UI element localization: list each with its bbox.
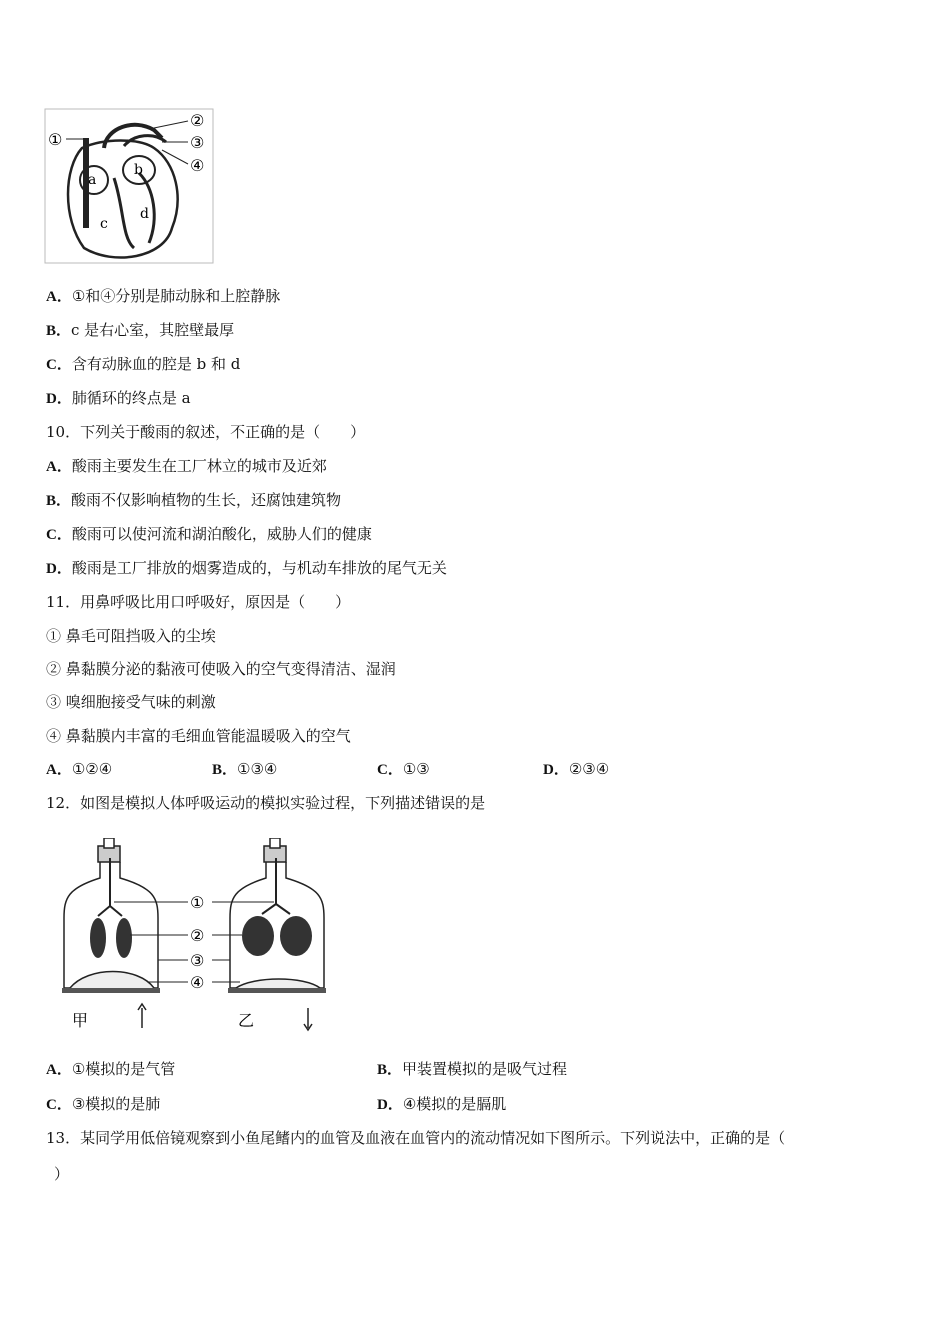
heart-label-1: ① [48, 130, 63, 149]
q11-statement-3: ③ 嗅细胞接受气味的刺激 [46, 693, 216, 711]
q11-option-c[interactable]: C．①③ [377, 760, 430, 778]
chamber-d: d [140, 206, 149, 222]
model-label-1: ① [190, 893, 205, 912]
heart-label-2: ② [190, 111, 205, 130]
q9-option-c[interactable]: C．含有动脉血的腔是 b 和 d [46, 355, 241, 373]
q9-option-a[interactable]: A．①和④分别是肺动脉和上腔静脉 [46, 287, 281, 305]
q12-option-c[interactable]: C．③模拟的是肺 [46, 1095, 161, 1113]
heart-label-3: ③ [190, 133, 205, 152]
q12-option-a[interactable]: A．①模拟的是气管 [46, 1060, 176, 1078]
heart-diagram [44, 108, 216, 266]
q13-stem-line1: 13．某同学用低倍镜观察到小鱼尾鳍内的血管及血液在血管内的流动情况如下图所示。下列说法中，正确的是（ [46, 1129, 786, 1147]
jar-right-label: 乙 [238, 1011, 255, 1030]
q11-option-a[interactable]: A．①②④ [46, 760, 113, 778]
q11-statement-2: ② 鼻黏膜分泌的黏液可使吸入的空气变得清洁、湿润 [46, 660, 396, 678]
q10-option-a[interactable]: A．酸雨主要发生在工厂林立的城市及近郊 [46, 457, 327, 475]
q10-option-c[interactable]: C．酸雨可以使河流和湖泊酸化，威胁人们的健康 [46, 525, 372, 543]
q10-option-b[interactable]: B．酸雨不仅影响植物的生长，还腐蚀建筑物 [46, 491, 342, 509]
chamber-a: a [88, 172, 97, 188]
q12-stem: 12．如图是模拟人体呼吸运动的模拟实验过程，下列描述错误的是 [46, 794, 486, 812]
q12-option-b[interactable]: B．甲装置模拟的是吸气过程 [377, 1060, 568, 1078]
q10-stem: 10．下列关于酸雨的叙述，不正确的是（ ） [46, 423, 366, 441]
q11-statement-4: ④ 鼻黏膜内丰富的毛细血管能温暖吸入的空气 [46, 727, 351, 745]
model-label-4: ④ [190, 973, 205, 992]
q11-option-d[interactable]: D．②③④ [543, 760, 610, 778]
chamber-b: b [134, 162, 143, 178]
chamber-c: c [100, 216, 108, 232]
breathing-model-diagram [58, 838, 338, 1038]
model-label-2: ② [190, 926, 205, 945]
q11-statement-1: ① 鼻毛可阻挡吸入的尘埃 [46, 627, 216, 645]
q10-option-d[interactable]: D．酸雨是工厂排放的烟雾造成的，与机动车排放的尾气无关 [46, 559, 447, 577]
q9-option-d[interactable]: D．肺循环的终点是 a [46, 389, 191, 407]
heart-label-4: ④ [190, 156, 205, 175]
q9-option-b[interactable]: B．c 是右心室，其腔壁最厚 [46, 321, 235, 339]
q11-option-b[interactable]: B．①③④ [212, 760, 278, 778]
model-label-3: ③ [190, 951, 205, 970]
q11-stem: 11．用鼻呼吸比用口呼吸好，原因是（ ） [46, 593, 351, 611]
jar-left-label: 甲 [72, 1011, 89, 1030]
q12-option-d[interactable]: D．④模拟的是膈肌 [377, 1095, 507, 1113]
q13-stem-line2: ） [54, 1165, 70, 1183]
